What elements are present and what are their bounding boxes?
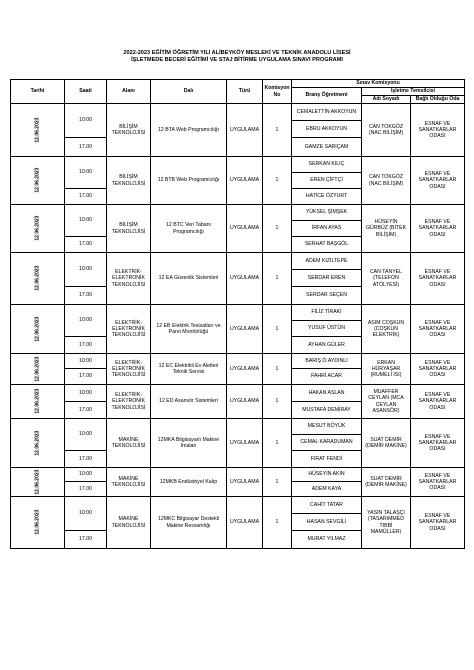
exam-date: 12.06.2023 [11, 497, 65, 549]
branch-teacher: SERDAR EREN [292, 270, 362, 287]
exam-type: UYGULAMA [227, 354, 263, 385]
exam-date: 12.06.2023 [11, 468, 65, 497]
end-time: 17.00 [65, 482, 107, 497]
branch-name: 12 BTB Web Programcılığı [151, 157, 227, 205]
table-row [11, 468, 465, 482]
chamber-name: ESNAF VE SANATKARLAR ODASI [411, 419, 465, 468]
end-time: 17.00 [65, 531, 107, 549]
document-subtitle: İŞLETMEDE BECERİ EĞİTİMİ VE STAJ BİTİRME UYGULAMA SINAVI PROGRAMI [131, 57, 343, 63]
commission-number: 1 [263, 157, 292, 205]
branch-teacher: İRFAN AYAS [292, 221, 362, 237]
branch-name: 12MKB Endüstriyel Kalıp [151, 468, 227, 497]
field-name: BİLİŞİM TEKNOLOJİSİ [107, 104, 151, 157]
commission-number: 1 [263, 253, 292, 305]
field-name: ELEKTRİK-ELEKTRONİK TEKNOLOJİSİ [107, 385, 151, 419]
branch-name: 12 BTA Web Programcılığı [151, 104, 227, 157]
branch-name: 12MKC Bilgisayar Destekli Makine Ressamlığı [151, 497, 227, 549]
header-type: Türü [227, 80, 263, 104]
start-time: 10:00 [65, 157, 107, 189]
branch-teacher: ADEM KAYA [292, 482, 362, 497]
business-representative: YASİN TALAŞÇI (TASARIMMED TIBBİ MAMÜLLER) [362, 497, 411, 549]
branch-teacher: HÜSEYİN AKIN [292, 468, 362, 482]
commission-number: 1 [263, 104, 292, 157]
branch-teacher: CAHİT TATAR [292, 497, 362, 514]
exam-date: 12.06.2023 [11, 104, 65, 157]
field-name: ELEKTRİK-ELEKTRONİK TEKNOLOJİSİ [107, 354, 151, 385]
branch-teacher: MUSTAFA DEMİRAY [292, 402, 362, 419]
business-representative: CAN TANYEL (TELEFON ATÖLYESİ) [362, 253, 411, 305]
field-name: MAKİNE TEKNOLOJİSİ [107, 468, 151, 497]
schedule-table [10, 79, 465, 549]
table-row [11, 354, 465, 369]
chamber-name: ESNAF VE SANATKARLAR ODASI [411, 385, 465, 419]
start-time: 10:00 [65, 305, 107, 337]
branch-teacher: ADEM KIZILTEPE [292, 253, 362, 270]
exam-type: UYGULAMA [227, 419, 263, 468]
branch-teacher: SERKAN KILIÇ [292, 157, 362, 173]
chamber-name: ESNAF VE SANATKARLAR ODASI [411, 104, 465, 157]
header-chamber: Bağlı Olduğu Oda [411, 96, 465, 104]
branch-name: 12 EA Güvenlik Sistemleri [151, 253, 227, 305]
table-row [11, 385, 465, 402]
exam-date: 12.06.2023 [11, 419, 65, 468]
branch-teacher: FİLİZ TİRAKİ [292, 305, 362, 321]
branch-teacher: FIRAT FENDİ [292, 451, 362, 468]
branch-teacher: YUSUF ÜSTÜN [292, 321, 362, 337]
header-date: Tarihi [11, 80, 65, 104]
business-representative: CAN TOKGÖZ (NAC BİLİŞİM) [362, 104, 411, 157]
exam-date: 12.06.2023 [11, 253, 65, 305]
header-business-representative: İşletme Temsilcisi [362, 88, 465, 96]
commission-number: 1 [263, 497, 292, 549]
table-row [11, 305, 465, 321]
table-row [11, 419, 465, 435]
start-time: 10:00 [65, 419, 107, 451]
header-branch: Dalı [151, 80, 227, 104]
branch-teacher: FAHRİ ACAR [292, 369, 362, 385]
start-time: 10:00 [65, 354, 107, 369]
exam-type: UYGULAMA [227, 205, 263, 253]
start-time: 10:00 [65, 205, 107, 237]
start-time: 10:00 [65, 253, 107, 287]
header-field: Alanı [107, 80, 151, 104]
branch-teacher: MESUT BÖYÜK [292, 419, 362, 435]
exam-type: UYGULAMA [227, 497, 263, 549]
commission-number: 1 [263, 419, 292, 468]
start-time: 10:00 [65, 104, 107, 138]
commission-number: 1 [263, 305, 292, 354]
commission-number: 1 [263, 354, 292, 385]
exam-type: UYGULAMA [227, 157, 263, 205]
header-name-surname: Adı Soyadı [362, 96, 411, 104]
branch-teacher: MURAT YILMAZ [292, 531, 362, 549]
exam-date: 12.06.2023 [11, 385, 65, 419]
table-row [11, 253, 465, 270]
chamber-name: ESNAF VE SANATKARLAR ODASI [411, 157, 465, 205]
field-name: MAKİNE TEKNOLOJİSİ [107, 497, 151, 549]
exam-date: 12.06.2023 [11, 157, 65, 205]
branch-teacher: HASAN SEVGİLİ [292, 514, 362, 531]
document-title: 2022-2023 EĞİTİM ÖĞRETİM YILI ALİBEYKÖY MESLEKİ VE TEKNİK ANADOLU LİSESİ [123, 50, 351, 56]
branch-teacher: HAKAN ASLAN [292, 385, 362, 402]
branch-teacher: HATİCE ÖZYURT [292, 189, 362, 205]
end-time: 17.00 [65, 369, 107, 385]
header-branch-teacher: Branş Öğretmeni [292, 88, 362, 104]
exam-type: UYGULAMA [227, 385, 263, 419]
business-representative: MUAFFER CEYLAN (MCA CEYLAN ASANSÖR) [362, 385, 411, 419]
exam-date: 12.06.2023 [11, 205, 65, 253]
branch-name: 12 EB Elektrik Tesisatları ve Pano Montörlüğü [151, 305, 227, 354]
table-row [11, 104, 465, 121]
branch-name: 12 EC Elektrikli Ev Aletleri Teknik Servisi [151, 354, 227, 385]
business-representative: HÜSEYİN GÜRBÜZ (BİTEK BİLİŞİM) [362, 205, 411, 253]
branch-teacher: SERHAT BAŞGÖL [292, 237, 362, 253]
start-time: 10:00 [65, 385, 107, 402]
chamber-name: ESNAF VE SANATKARLAR ODASI [411, 305, 465, 354]
header-time: Saati [65, 80, 107, 104]
branch-teacher: YÜKSEL ŞİMŞEK [292, 205, 362, 221]
field-name: ELEKTRİK-ELEKTRONİK TEKNOLOJİSİ [107, 253, 151, 305]
branch-name: 12 ED Asansör Sistemleri [151, 385, 227, 419]
branch-name: 12MKA Bilgisayarlı Makine İmalatı [151, 419, 227, 468]
exam-type: UYGULAMA [227, 468, 263, 497]
branch-teacher: CEMAL KARADUMAN [292, 435, 362, 451]
header-commission-no: Komisyon No [263, 80, 292, 104]
chamber-name: ESNAF VE SANATKARLAR ODASI [411, 497, 465, 549]
field-name: MAKİNE TEKNOLOJİSİ [107, 419, 151, 468]
header-exam-commission: Sınav Komisyonu [292, 80, 465, 88]
end-time: 17.00 [65, 237, 107, 253]
table-row [11, 157, 465, 173]
branch-teacher: AYHAN GÜLER [292, 337, 362, 354]
business-representative: ERKAN HÜRYAŞAR (RUMELİ ISI) [362, 354, 411, 385]
end-time: 17.00 [65, 337, 107, 354]
business-representative: CAN TOKGÖZ (NAC BİLİŞİM) [362, 157, 411, 205]
exam-type: UYGULAMA [227, 305, 263, 354]
branch-teacher: CEMALETTİN AKKOYUN [292, 104, 362, 121]
table-row [11, 497, 465, 514]
exam-type: UYGULAMA [227, 104, 263, 157]
commission-number: 1 [263, 468, 292, 497]
start-time: 10:00 [65, 468, 107, 482]
business-representative: ASIM COŞKUN (COŞKUN ELEKTRİK) [362, 305, 411, 354]
schedule-body [11, 104, 465, 549]
chamber-name: ESNAF VE SANATKARLAR ODASI [411, 468, 465, 497]
branch-teacher: EBRU AKKOYUN [292, 121, 362, 138]
branch-teacher: EREN ÇİFTÇİ [292, 173, 362, 189]
table-row [11, 205, 465, 221]
field-name: BİLİŞİM TEKNOLOJİSİ [107, 205, 151, 253]
end-time: 17.00 [65, 189, 107, 205]
business-representative: SUAT DEMİR (DEMİR MAKİNE) [362, 468, 411, 497]
commission-number: 1 [263, 385, 292, 419]
end-time: 17.00 [65, 402, 107, 419]
end-time: 17.00 [65, 451, 107, 468]
business-representative: SUAT DEMİR (DEMİR MAKİNE) [362, 419, 411, 468]
chamber-name: ESNAF VE SANATKARLAR ODASI [411, 205, 465, 253]
chamber-name: ESNAF VE SANATKARLAR ODASI [411, 354, 465, 385]
branch-teacher: GAMZE SARIÇAM [292, 138, 362, 157]
chamber-name: ESNAF VE SANATKARLAR ODASI [411, 253, 465, 305]
commission-number: 1 [263, 205, 292, 253]
branch-name: 12 BTC Veri Tabanı Programcılığı [151, 205, 227, 253]
branch-teacher: BARIŞ Ö.AYDINLI [292, 354, 362, 369]
branch-teacher: SERDAR SEÇEN [292, 287, 362, 305]
end-time: 17.00 [65, 138, 107, 157]
field-name: BİLİŞİM TEKNOLOJİSİ [107, 157, 151, 205]
exam-date: 12.06.2023 [11, 354, 65, 385]
field-name: ELEKTRİK-ELEKTRONİK TEKNOLOJİSİ [107, 305, 151, 354]
end-time: 17.00 [65, 287, 107, 305]
start-time: 10:00 [65, 497, 107, 531]
exam-type: UYGULAMA [227, 253, 263, 305]
exam-date: 12.06.2023 [11, 305, 65, 354]
